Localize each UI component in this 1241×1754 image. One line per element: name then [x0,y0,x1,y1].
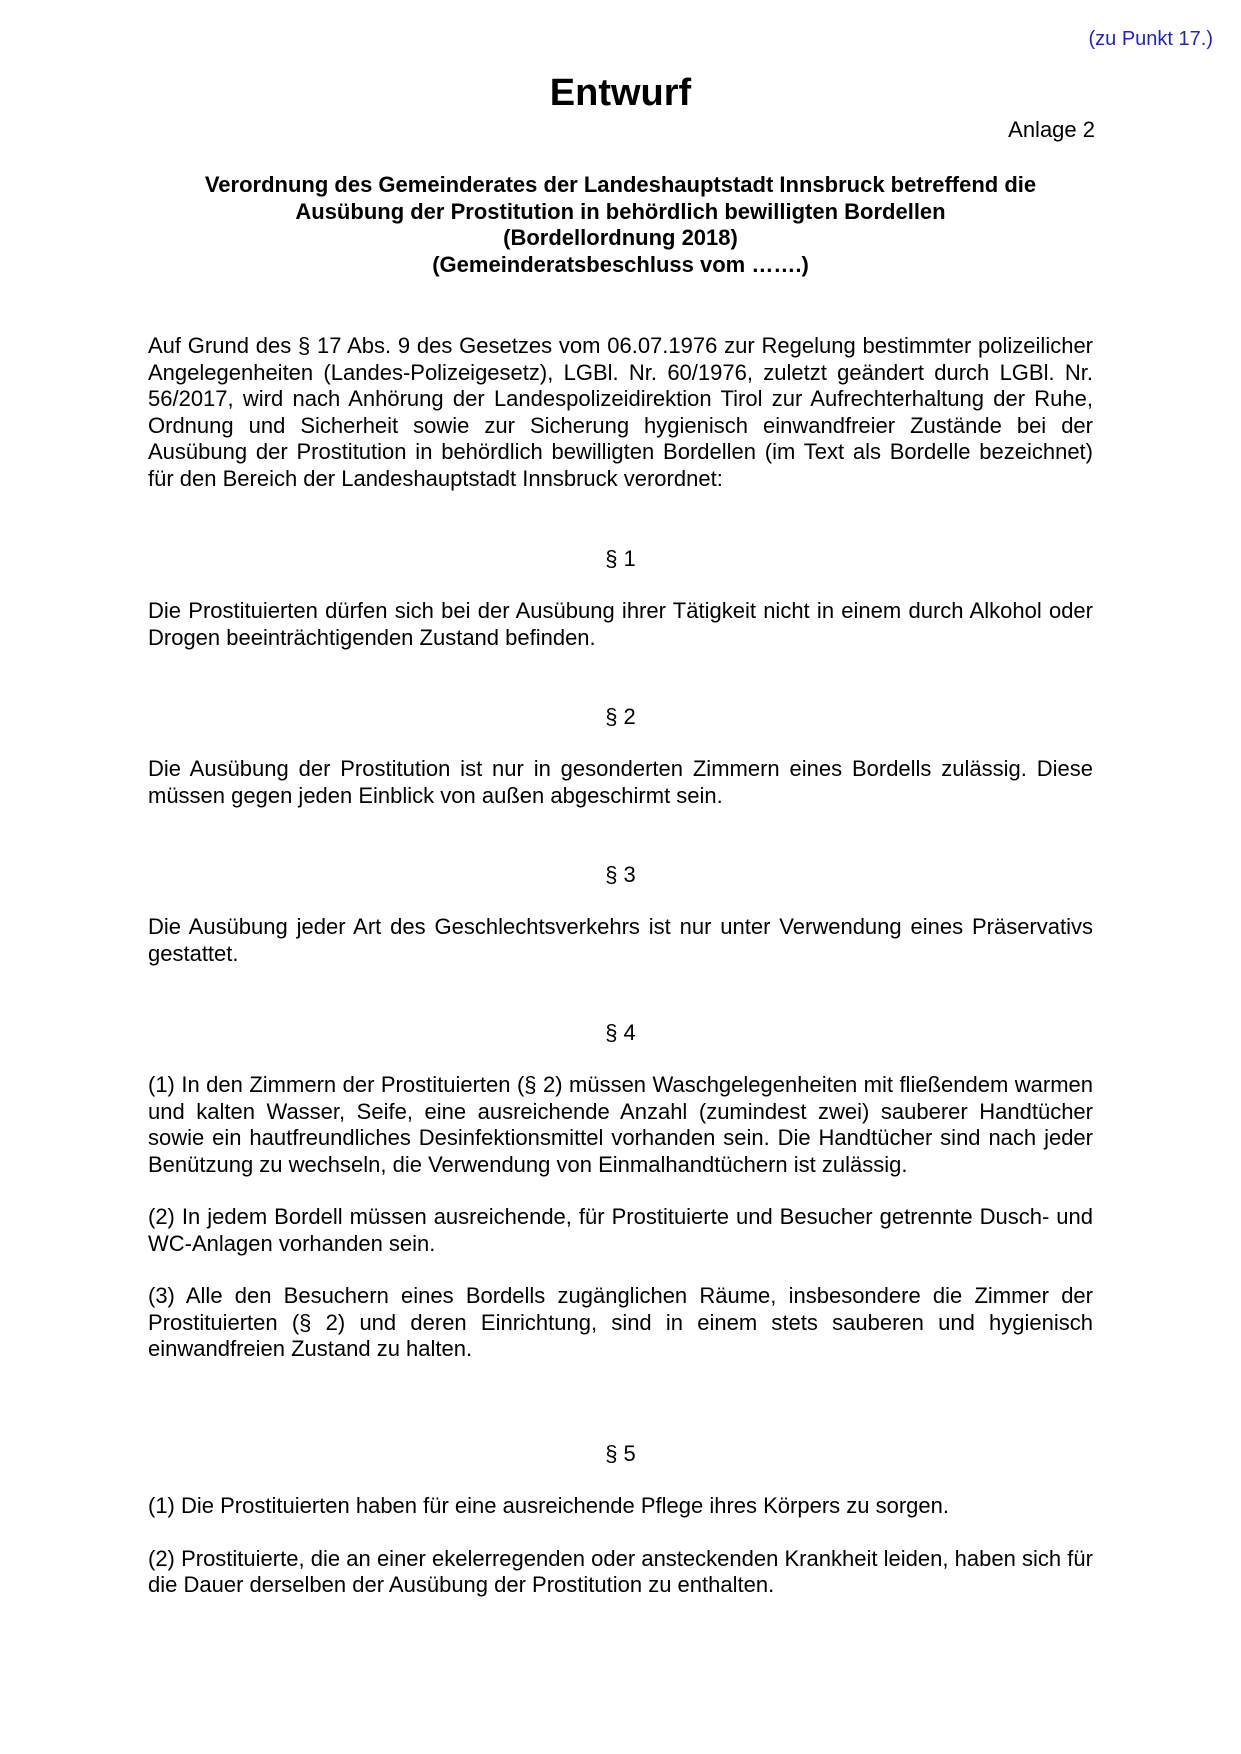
preamble [148,333,1093,492]
section-4-paragraph-2: (2) In jedem Bordell müssen ausreichende, für Prostituierte und Besucher getrennte Dusch- und WC-Anlagen vorhanden sein. [148,1204,1093,1256]
section-1-paragraph-1: Die Prostituierten dürfen sich bei der Ausübung ihrer Tätigkeit nicht in einem durch Alkohol oder Drogen beeinträchtigenden Zustand befinden. [148,598,1093,650]
section-3-heading: § 3 [605,862,636,887]
section-5-heading: § 5 [605,1441,636,1466]
section-4-body [148,1072,1093,1363]
regulation-title [148,172,1093,278]
section-2-paragraph-1: Die Ausübung der Prostitution ist nur in gesonderten Zimmern eines Bordells zulässig. Diese müssen gegen jeden Einblick von außen abgeschirmt sein. [148,756,1093,808]
section-5-paragraph-1: (1) Die Prostituierten haben für eine ausreichende Pflege ihres Körpers zu sorgen. [148,1493,950,1518]
section-2-body [148,756,1093,809]
section-1-heading: § 1 [605,546,636,571]
agenda-reference: (zu Punkt 17.) [1088,28,1213,50]
section-4-heading: § 4 [605,1020,636,1045]
title-line-4: (Gemeinderatsbeschluss vom …….) [432,251,809,277]
title-line-3: (Bordellordnung 2018) [503,225,738,250]
preamble-text: Auf Grund des § 17 Abs. 9 des Gesetzes vom 06.07.1976 zur Regelung bestimmter polizeilicher Angelegenheiten (Landes-Polizeigesetz), LGBl. Nr. 60/1976, zuletzt geändert durch LGBl. Nr. 56/2017, wird nach Anhörung der Landespolizeidirektion Tirol zur Aufrechterhaltung der Ruhe, Ordnung und Sicherheit sowie zur Sicherung hygienisch einwandfreier Zustände bei der Ausübung der Prostitution in behördlich bewilligten Bordellen (im Text als Bordelle bezeichnet) für den Bereich der Landeshauptstadt Innsbruck verordnet: [148,333,1093,491]
section-3-paragraph-1: Die Ausübung jeder Art des Geschlechtsverkehrs ist nur unter Verwendung eines Präservativs gestattet. [148,914,1093,966]
section-4-paragraph-3: (3) Alle den Besuchern eines Bordells zugänglichen Räume, insbesondere die Zimmer der Prostituierten (§ 2) und deren Einrichtung, sind in einem stets sauberen und hygienisch einwandfreien Zustand zu halten. [148,1283,1093,1361]
section-1-body [148,598,1093,651]
draft-heading: Entwurf [549,72,692,114]
annex-label: Anlage 2 [1008,117,1095,142]
section-5-paragraph-2: (2) Prostituierte, die an einer ekelerregenden oder ansteckenden Krankheit leiden, haben sich für die Dauer derselben der Ausübung der Prostitution zu enthalten. [148,1545,1093,1597]
section-2-heading: § 2 [605,704,636,729]
section-5-body [148,1493,1093,1599]
title-line-2: Ausübung der Prostitution in behördlich bewilligten Bordellen [295,198,946,224]
section-4-paragraph-1: (1) In den Zimmern der Prostituierten (§ 2) müssen Waschgelegenheiten mit fließendem warmen und kalten Wasser, Seife, eine ausreichende Anzahl (zumindest zwei) sauberer Handtücher sowie ein hautfreundliches Desinfektionsmittel vorhanden sein. Die Handtücher sind nach jeder Benützung zu wechseln, die Verwendung von Einmalhandtüchern ist zulässig. [148,1072,1093,1177]
section-3-body [148,914,1093,967]
title-line-1: Verordnung des Gemeinderates der Landeshauptstadt Innsbruck betreffend die [204,172,1037,197]
